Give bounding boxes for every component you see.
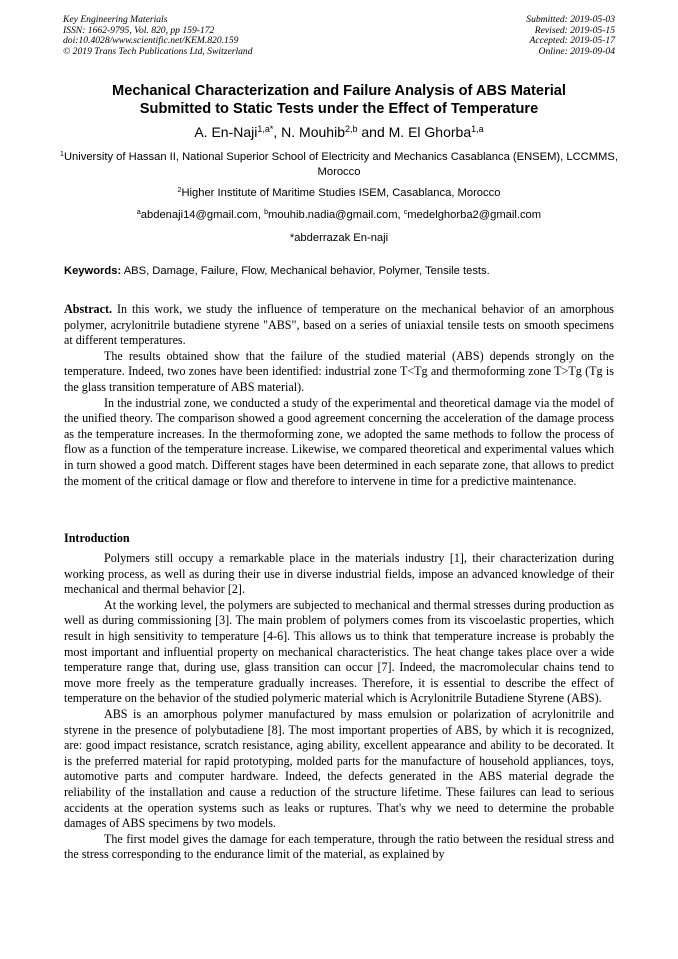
keywords-line <box>64 264 616 279</box>
introduction-paragraph-1: Polymers still occupy a remarkable place in the materials industry [1], their characterization during working process, as well as during their use in diverse industrial fields, impose an advanced knowledge of their mechanical and thermal behavior [2]. <box>64 551 614 597</box>
author-name: N. Mouhib <box>281 124 345 140</box>
keywords-text: ABS, Damage, Failure, Flow, Mechanical behavior, Polymer, Tensile tests. <box>121 265 490 277</box>
introduction-paragraph-4: The first model gives the damage for each temperature, through the ratio between the residual stress and the stress corresponding to the endurance limit of the material, as explained by <box>64 831 614 862</box>
email-marker: a <box>136 209 141 216</box>
author-name: A. En-Naji <box>194 124 258 140</box>
submitted-date: Submitted: 2019-05-03 <box>526 14 615 25</box>
keywords-label: Keywords: <box>64 265 122 277</box>
affiliation-1 <box>40 150 638 180</box>
abstract-text: In this work, we study the influence of temperature on the mechanical behavior of an amorphous polymer, acrylonitrile butadiene styrene "ABS", based on a series of uniaxial tensile tests on smooth specimens at different temperatures. <box>64 302 614 348</box>
email-address[interactable]: mouhib.nadia@gmail.com, <box>268 209 404 221</box>
title-line-2: Submitted to Static Tests under the Effect of Temperature <box>139 101 539 117</box>
paper-title <box>40 82 638 118</box>
accepted-date: Accepted: 2019-05-17 <box>529 35 615 47</box>
email-marker: b <box>264 209 268 216</box>
title-line-1: Mechanical Characterization and Failure Analysis of ABS Material <box>112 83 566 99</box>
journal-info <box>63 15 253 57</box>
abstract-paragraph-2: The results obtained show that the failure of the studied material (ABS) depends strongly on the temperature. Indeed, two zones have been identified: industrial zone T<Tg and thermoforming zone T>Tg (Tg is the glass transition temperature of ABS material). <box>64 348 614 394</box>
introduction-paragraph-2: At the working level, the polymers are subjected to mechanical and thermal stresses during production as well as during commissioning [3]. The main problem of polymers comes from its viscoelastic properties, which result in high sensitivity to temperature [4-6]. This allows us to think that temperature increase is probably the most important and influential property on mechanical characteristics. The heat change takes place over a wide temperature range that, during use, glass transition can occur [7]. Indeed, the macromolecular chains tend to move more freely as the temperature gradually increases. Therefore, it is essential to describe the effect of temperature on the behavior of the studied polymeric material which is Acrylonitrile Butadiene Styrene (ABS). <box>64 597 614 706</box>
journal-issn: ISSN: 1662-9795, Vol. 820, pp 159-172 <box>63 24 215 36</box>
affiliation-2 <box>40 186 638 201</box>
abstract-section <box>64 302 614 489</box>
author-name: M. El Ghorba <box>388 124 472 140</box>
online-date: Online: 2019-09-04 <box>538 45 615 57</box>
author-separator: and <box>357 124 389 140</box>
author-list <box>40 123 638 141</box>
affiliation-marker: 2 <box>177 187 182 194</box>
introduction-heading: Introduction <box>64 531 130 545</box>
revised-date: Revised: 2019-05-15 <box>534 24 615 36</box>
email-address[interactable]: medelghorba2@gmail.com <box>407 209 542 221</box>
author-separator: , <box>273 124 282 140</box>
author-affiliation-marker: 1,a <box>471 124 484 134</box>
author-affiliation-marker: 1,a* <box>257 124 274 134</box>
introduction-section <box>64 551 614 863</box>
abstract-paragraph-3: In the industrial zone, we conducted a study of the experimental and theoretical damage via the model of the unified theory. The comparison showed a good agreement concerning the acceleration of the damage process as the temperature increases. In the thermoforming zone, we adopted the same methods to follow the process of flow as a function of the temperature increase. Likewise, we compared theoretical and experimental values which in turn showed a good match. Different stages have been determined in each separate zone, that allows to predict the moment of the critical damage or flow and therefore to intervene in time for a predictive maintenance. <box>64 395 614 488</box>
author-emails <box>40 208 638 223</box>
affiliation-text: Higher Institute of Maritime Studies ISEM, Casablanca, Morocco <box>181 187 501 199</box>
email-marker: c <box>403 209 408 216</box>
affiliation-text: University of Hassan II, National Superior School of Electricity and Mechanics Casablanca (ENSEM), LCCMMS, Morocco <box>63 151 618 178</box>
affiliation-marker: 1 <box>60 151 64 158</box>
submission-dates <box>526 15 615 57</box>
abstract-paragraph-1 <box>64 302 614 349</box>
journal-copyright: © 2019 Trans Tech Publications Ltd, Switzerland <box>63 45 253 57</box>
email-address[interactable]: abdenaji14@gmail.com, <box>140 209 265 221</box>
introduction-paragraph-3: ABS is an amorphous polymer manufactured by mass emulsion or polarization of acrylonitrile and styrene in the presence of polybutadiene [8]. The most important properties of ABS, by which it is recognized, are: good impact resistance, scratch resistance, aging ability, excellent appearance and ability to be decorated. It is the preferred material for rapid prototyping, molded parts for the manufacture of household appliances, toys, automotive parts and computer hardware. Indeed, the defects generated in the ABS material degrade the reliability of the installation and cause a reduction of the structure lifetime. These failures can lead to serious accidents at the operation systems such as leaks or ruptures. That's why we need to determine the probable damages of ABS specimens by two models. <box>64 706 614 831</box>
corresponding-author: *abderrazak En-naji <box>289 232 389 244</box>
abstract-label: Abstract. <box>64 302 113 316</box>
journal-doi: doi:10.4028/www.scientific.net/KEM.820.159 <box>63 35 239 47</box>
author-affiliation-marker: 2,b <box>344 124 358 134</box>
journal-name: Key Engineering Materials <box>63 14 168 25</box>
